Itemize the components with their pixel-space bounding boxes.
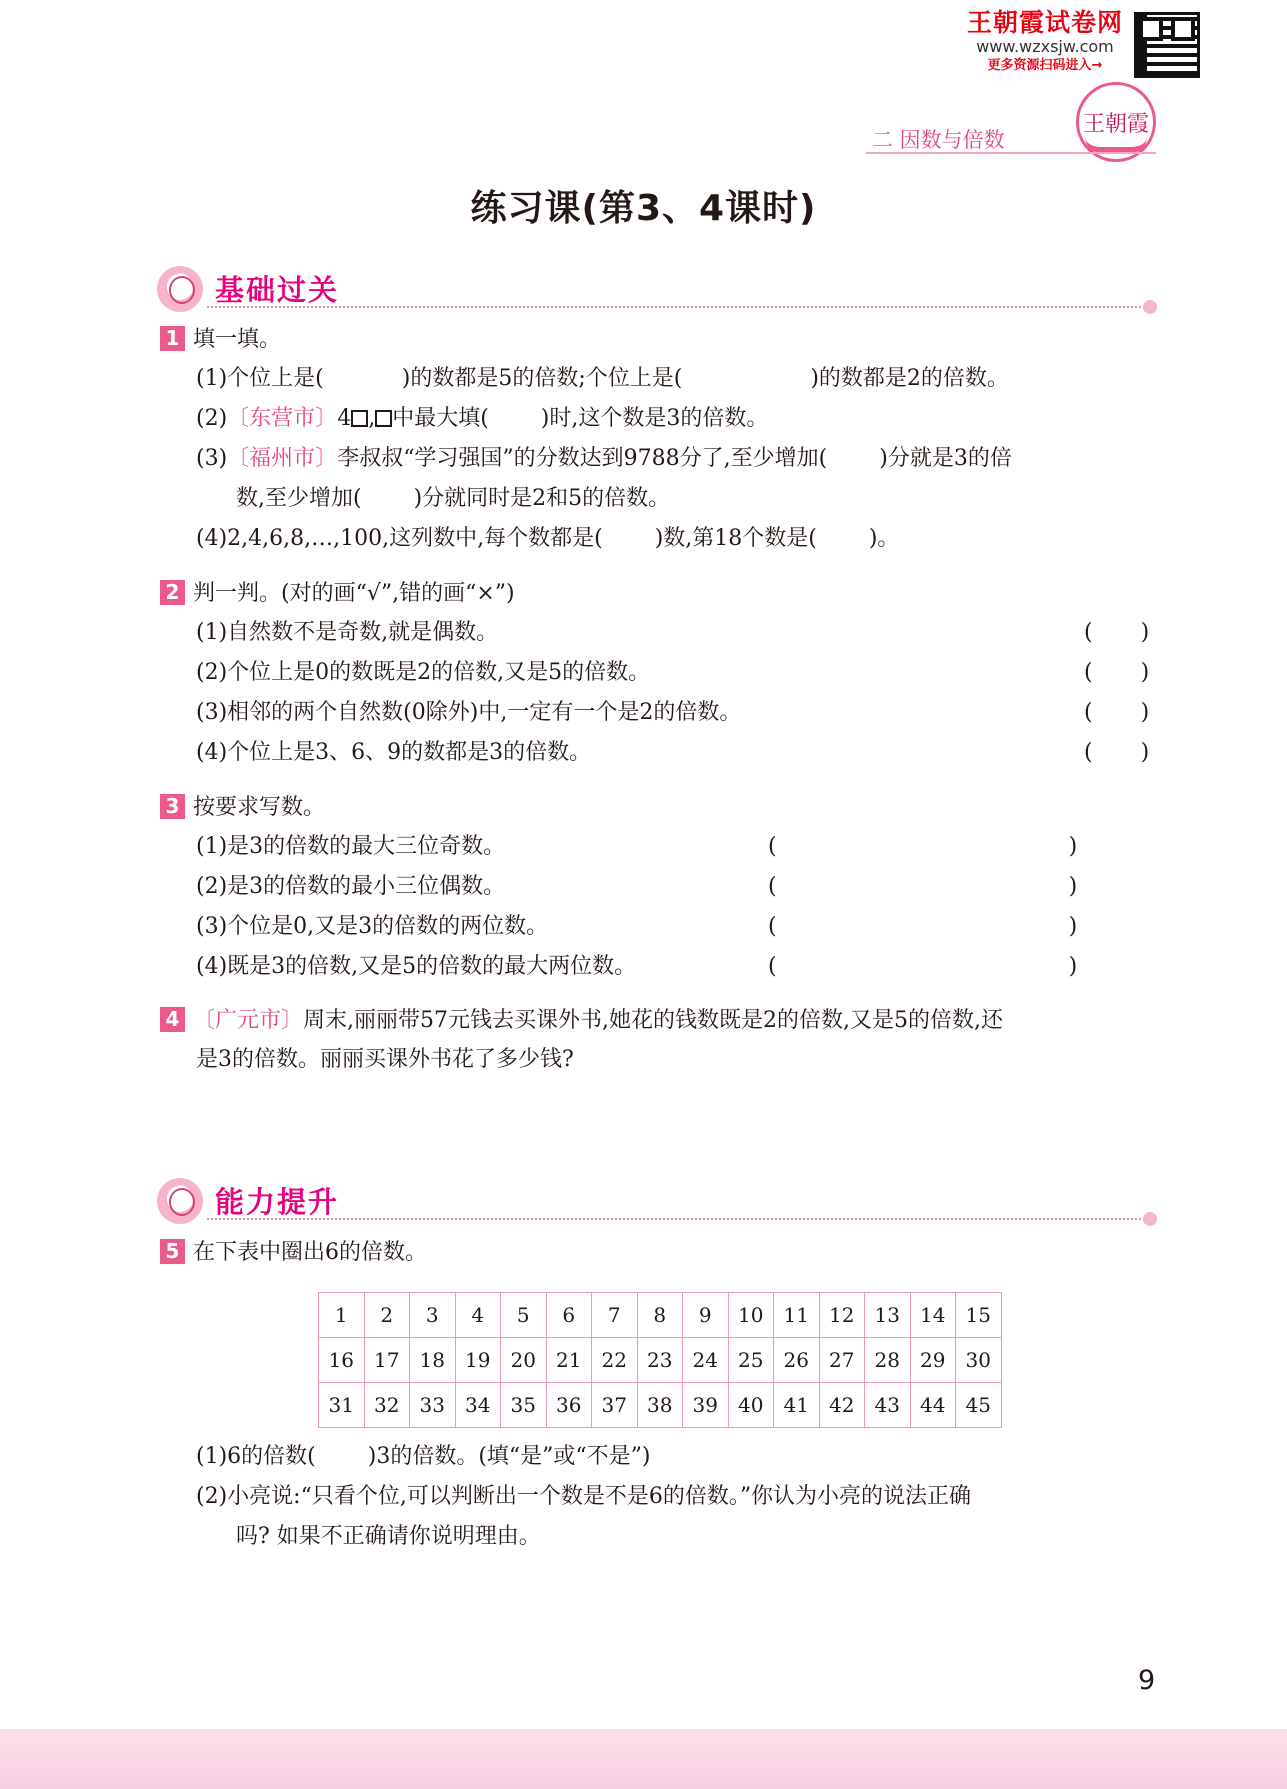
write-item: (4)既是3的倍数,又是5的倍数的最大两位数。 — [196, 954, 637, 979]
question-5-prompt: 5 在下表中圈出6的倍数。 — [160, 1239, 427, 1266]
judge-item: (3)相邻的两个自然数(0除外)中,一定有一个是2的倍数。 — [196, 700, 742, 725]
number-cell[interactable]: 27 — [819, 1338, 865, 1383]
section-title: 基础过关 — [215, 273, 340, 307]
question-number-badge: 4 — [160, 1007, 185, 1032]
number-cell[interactable]: 44 — [910, 1383, 956, 1428]
number-cell[interactable]: 34 — [455, 1383, 501, 1428]
write-answer-box[interactable]: ( ) — [768, 874, 1078, 899]
number-cell[interactable]: 31 — [319, 1383, 365, 1428]
question-1-prompt: 1 填一填。 — [160, 326, 281, 353]
question-1-item-3: (3)〔福州市〕李叔叔“学习强国”的分数达到9788分了,至少增加( )分就是3的倍 — [196, 446, 1012, 471]
answer-area[interactable] — [196, 1085, 1156, 1185]
number-cell[interactable]: 41 — [774, 1383, 820, 1428]
bubble-icon — [1143, 1212, 1157, 1226]
judge-item: (4)个位上是3、6、9的数都是3的倍数。 — [196, 740, 592, 765]
region-tag: 〔福州市〕 — [227, 446, 338, 471]
brand-name: 王朝霞试卷网 — [966, 8, 1123, 37]
answer-area[interactable] — [196, 1565, 1156, 1655]
judge-answer-box[interactable]: ( ) — [1084, 620, 1150, 645]
question-1-item-2: (2)〔东营市〕4 , 中最大填( )时,这个数是3的倍数。 — [196, 406, 769, 431]
section-heading-basic — [157, 264, 1157, 314]
question-1-item-1: (1)个位上是( )的数都是5的倍数;个位上是( )的数都是2的倍数。 — [196, 366, 1009, 391]
page-title: 练习课(第3、4课时) — [470, 188, 817, 229]
number-cell[interactable]: 3 — [410, 1293, 456, 1338]
number-cell[interactable]: 25 — [728, 1338, 774, 1383]
number-cell[interactable]: 43 — [865, 1383, 911, 1428]
question-2-prompt: 2 判一判。(对的画“√”,错的画“×”) — [160, 580, 515, 607]
cartoon-avatar-icon — [157, 266, 203, 312]
number-cell[interactable]: 11 — [774, 1293, 820, 1338]
number-cell[interactable]: 23 — [637, 1338, 683, 1383]
square-box-icon — [375, 410, 392, 427]
table-row — [319, 1293, 1002, 1338]
question-number-badge: 1 — [160, 326, 185, 351]
number-cell[interactable]: 42 — [819, 1383, 865, 1428]
write-answer-box[interactable]: ( ) — [768, 954, 1078, 979]
number-cell[interactable]: 36 — [546, 1383, 592, 1428]
chapter-underline — [866, 152, 1156, 154]
number-cell[interactable]: 12 — [819, 1293, 865, 1338]
write-item: (3)个位是0,又是3的倍数的两位数。 — [196, 914, 549, 939]
number-cell[interactable]: 19 — [455, 1338, 501, 1383]
brand-more-resources: 更多资源扫码进入→ — [987, 58, 1103, 73]
number-cell[interactable]: 5 — [501, 1293, 547, 1338]
write-answer-box[interactable]: ( ) — [768, 914, 1078, 939]
section-heading-advanced — [157, 1176, 1157, 1226]
number-cell[interactable]: 4 — [455, 1293, 501, 1338]
number-cell[interactable]: 20 — [501, 1338, 547, 1383]
number-cell[interactable]: 10 — [728, 1293, 774, 1338]
question-number-badge: 2 — [160, 580, 185, 605]
qr-code-icon — [1134, 12, 1200, 78]
number-cell[interactable]: 28 — [865, 1338, 911, 1383]
footer-band — [0, 1729, 1287, 1789]
number-cell[interactable]: 40 — [728, 1383, 774, 1428]
number-cell[interactable]: 29 — [910, 1338, 956, 1383]
number-cell[interactable]: 16 — [319, 1338, 365, 1383]
number-cell[interactable]: 32 — [364, 1383, 410, 1428]
number-table — [318, 1292, 1002, 1428]
judge-item: (1)自然数不是奇数,就是偶数。 — [196, 620, 499, 645]
number-cell[interactable]: 14 — [910, 1293, 956, 1338]
question-1-item-4: (4)2,4,6,8,…,100,这列数中,每个数都是( )数,第18个数是( )。 — [196, 526, 900, 551]
judge-answer-box[interactable]: ( ) — [1084, 660, 1150, 685]
number-cell[interactable]: 35 — [501, 1383, 547, 1428]
region-tag: 〔广元市〕 — [193, 1008, 304, 1033]
question-5-sub-2-cont: 吗? 如果不正确请你说明理由。 — [236, 1524, 541, 1549]
write-item: (1)是3的倍数的最大三位奇数。 — [196, 834, 506, 859]
number-cell[interactable]: 1 — [319, 1293, 365, 1338]
question-1-item-3-cont: 数,至少增加( )分就同时是2和5的倍数。 — [236, 486, 671, 511]
question-3-prompt: 3 按要求写数。 — [160, 794, 325, 821]
number-cell[interactable]: 6 — [546, 1293, 592, 1338]
number-cell[interactable]: 26 — [774, 1338, 820, 1383]
region-tag: 〔东营市〕 — [227, 406, 338, 431]
number-cell[interactable]: 45 — [956, 1383, 1002, 1428]
square-box-icon — [351, 410, 368, 427]
dotted-divider — [207, 306, 1157, 308]
dotted-divider — [207, 1218, 1157, 1220]
number-cell[interactable]: 8 — [637, 1293, 683, 1338]
write-item: (2)是3的倍数的最小三位偶数。 — [196, 874, 506, 899]
question-5-sub-2: (2)小亮说:“只看个位,可以判断出一个数是不是6的倍数。”你认为小亮的说法正确 — [196, 1484, 972, 1509]
number-cell[interactable]: 18 — [410, 1338, 456, 1383]
question-4-text: 4 〔广元市〕周末,丽丽带57元钱去买课外书,她花的钱数既是2的倍数,又是5的倍数,还 — [160, 1007, 1003, 1034]
number-cell[interactable]: 7 — [592, 1293, 638, 1338]
brand-logo — [955, 10, 1135, 72]
question-5-sub-1: (1)6的倍数( )3的倍数。(填“是”或“不是”) — [196, 1444, 651, 1469]
cartoon-avatar-icon — [157, 1178, 203, 1224]
brand-seal-icon — [1076, 82, 1156, 162]
table-row — [319, 1338, 1002, 1383]
question-number-badge: 5 — [160, 1239, 185, 1264]
number-cell[interactable]: 37 — [592, 1383, 638, 1428]
number-cell[interactable]: 39 — [683, 1383, 729, 1428]
question-number-badge: 3 — [160, 794, 185, 819]
chapter-label: 二 因数与倍数 — [872, 128, 1005, 152]
number-cell[interactable]: 15 — [956, 1293, 1002, 1338]
number-cell[interactable]: 38 — [637, 1383, 683, 1428]
number-cell[interactable]: 13 — [865, 1293, 911, 1338]
number-cell[interactable]: 2 — [364, 1293, 410, 1338]
seal-text: 王朝霞 — [1082, 112, 1149, 137]
number-cell[interactable]: 9 — [683, 1293, 729, 1338]
number-cell[interactable]: 21 — [546, 1338, 592, 1383]
number-cell[interactable]: 17 — [364, 1338, 410, 1383]
bubble-icon — [1143, 300, 1157, 314]
question-4-text-cont: 是3的倍数。丽丽买课外书花了多少钱? — [196, 1047, 574, 1072]
judge-item: (2)个位上是0的数既是2的倍数,又是5的倍数。 — [196, 660, 651, 685]
number-cell[interactable]: 33 — [410, 1383, 456, 1428]
judge-answer-box[interactable]: ( ) — [1084, 740, 1150, 765]
judge-answer-box[interactable]: ( ) — [1084, 700, 1150, 725]
write-answer-box[interactable]: ( ) — [768, 834, 1078, 859]
brand-url: www.wzxsjw.com — [976, 37, 1114, 56]
page-number: 9 — [1138, 1665, 1156, 1696]
number-cell[interactable]: 24 — [683, 1338, 729, 1383]
number-cell[interactable]: 30 — [956, 1338, 1002, 1383]
section-title: 能力提升 — [215, 1185, 340, 1219]
table-row — [319, 1383, 1002, 1428]
number-cell[interactable]: 22 — [592, 1338, 638, 1383]
